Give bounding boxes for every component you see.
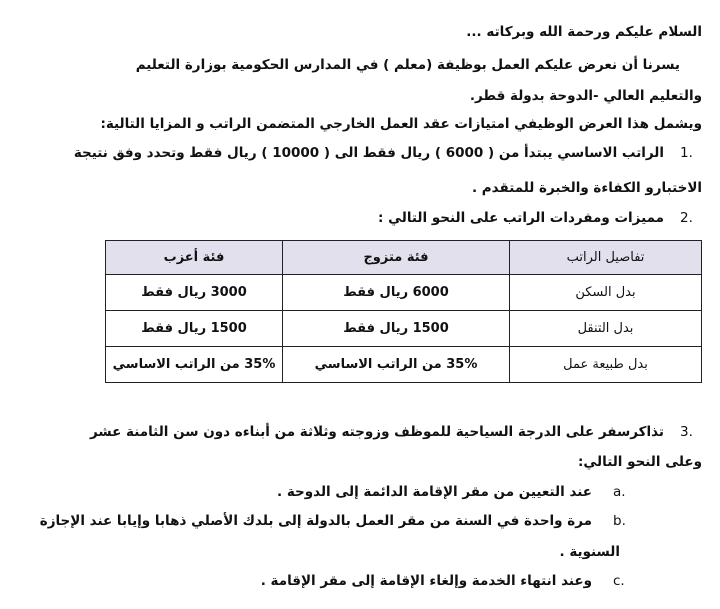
table-cell: 35% من الراتب الاساسي (283, 347, 510, 383)
table-cell: بدل طبيعة عمل (510, 347, 702, 383)
item-2-line-1: مميزات ومفردات الراتب على النحو التالي : (378, 210, 664, 226)
table-cell: بدل السكن (510, 275, 702, 311)
table-cell: بدل التنقل (510, 311, 702, 347)
subitem-a-label: a. (613, 484, 626, 500)
table-row (106, 347, 702, 383)
subitem-a-text: عند التعيين من مقر الإقامة الدائمة إلى الدوحة . (277, 484, 592, 500)
item-1-number: 1. (680, 145, 693, 161)
table-header-row (106, 241, 702, 275)
greeting: السلام عليكم ورحمة الله وبركاته ... (466, 24, 702, 40)
table-row (106, 275, 702, 311)
intro-line-1: يسرنا أن نعرض عليكم العمل بوظيفة (معلم ) في المدارس الحكومية بوزارة التعليم (135, 57, 680, 73)
header-single: فئة أعزب (106, 241, 283, 275)
header-married: فئة متزوج (283, 241, 510, 275)
table-cell: 1500 ريال فقط (283, 311, 510, 347)
subitem-b-line-2: السنوية . (559, 544, 620, 560)
subitem-c-text: وعند انتهاء الخدمة وإلغاء الإقامة إلى مقر الإقامة . (260, 573, 592, 589)
intro-line-3: ويشمل هذا العرض الوظيفي امتيازات عقد العمل الخارجي المتضمن الراتب و المزايا التالية: (100, 116, 702, 132)
item-3-number: 3. (680, 424, 693, 440)
table-row (106, 311, 702, 347)
table-cell: 3000 ريال فقط (106, 275, 283, 311)
subitem-c-label: c. (613, 573, 625, 589)
item-3-line-1: تذاكرسفر على الدرجة السياحية للموظف وزوجته وثلاثة من أبناءه دون سن الثامنة عشر (90, 424, 664, 440)
item-1-line-2: الاختبارو الكفاءة والخبرة للمتقدم . (471, 180, 702, 196)
intro-line-2: والتعليم العالي -الدوحة بدولة قطر. (469, 88, 702, 104)
item-3-line-2: وعلى النحو التالي: (578, 454, 702, 470)
header-details: تفاصيل الراتب (510, 241, 702, 275)
salary-table (105, 240, 702, 383)
subitem-b-label: b. (613, 513, 626, 529)
table-cell: 6000 ريال فقط (283, 275, 510, 311)
item-1-line-1: الراتب الاساسي يبتدأ من ( 6000 ) ريال فقط الى ( 10000 ) ريال فقط وتحدد وفق نتيجة (73, 145, 664, 161)
table-cell: 1500 ريال فقط (106, 311, 283, 347)
item-2-number: 2. (680, 210, 693, 226)
table-cell: 35% من الراتب الاساسي (106, 347, 283, 383)
subitem-b-line-1: مرة واحدة في السنة من مقر العمل بالدولة إلى بلدك الأصلي ذهابا وإيابا عند الإجازة (39, 513, 592, 529)
